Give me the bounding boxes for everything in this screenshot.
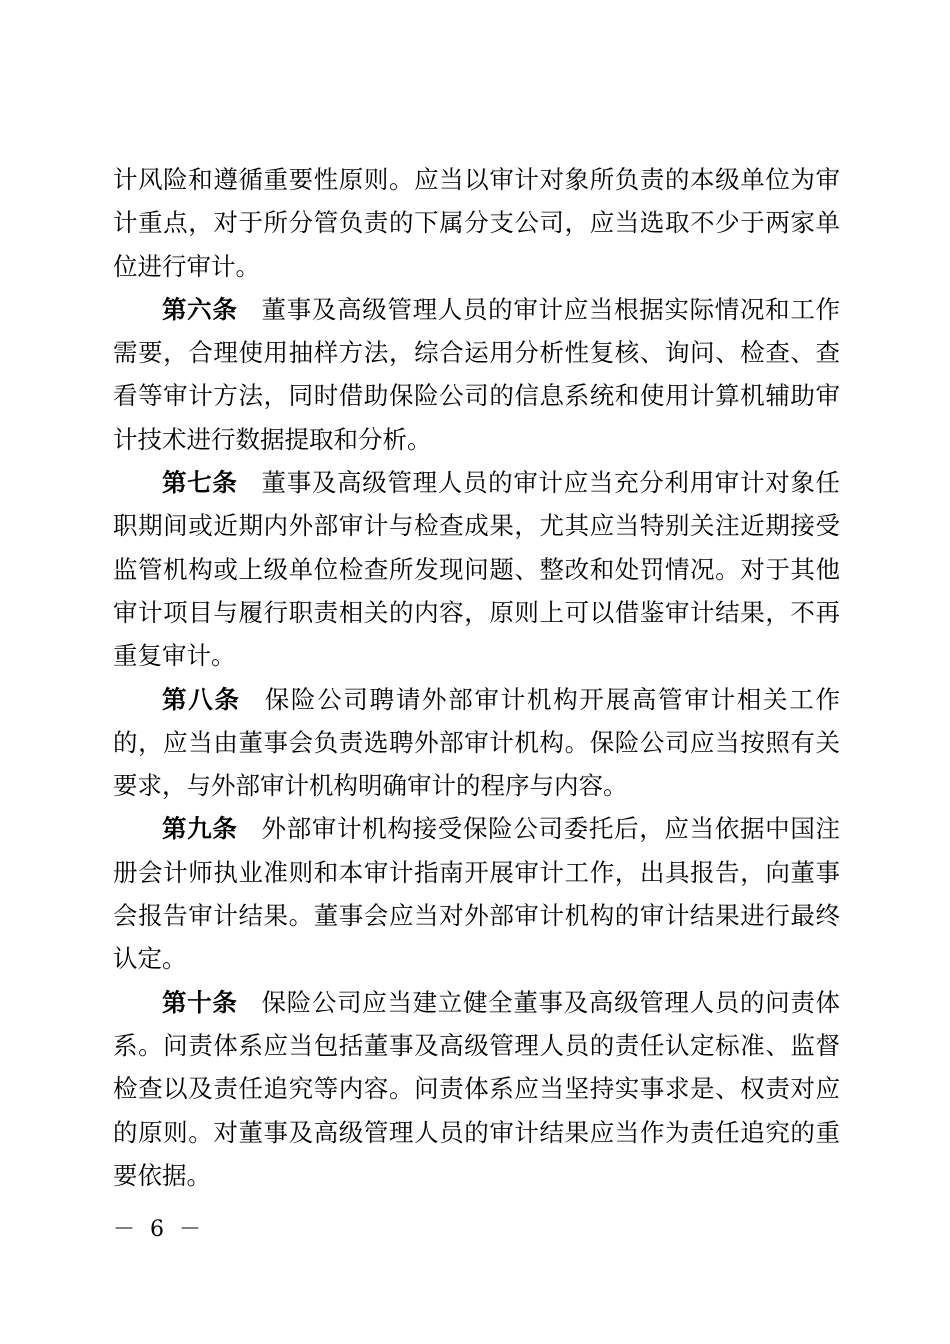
article-8-title: 第八条 bbox=[162, 684, 241, 714]
article-6 bbox=[113, 288, 840, 461]
article-7 bbox=[113, 461, 840, 677]
article-9-title: 第九条 bbox=[162, 814, 238, 844]
intro-paragraph: 计风险和遵循重要性原则。应当以审计对象所负责的本级单位为审计重点，对于所分管负责的下属分支公司，应当选取不少于两家单位进行审计。 bbox=[113, 165, 840, 281]
article-9-text: 外部审计机构接受保险公司委托后，应当依据中国注册会计师执业准则和本审计指南开展审计工作，出具报告，向董事会报告审计结果。董事会应当对外部审计机构的审计结果进行最终认定。 bbox=[113, 814, 841, 974]
document-body bbox=[113, 158, 840, 1197]
article-10 bbox=[113, 981, 840, 1197]
article-8 bbox=[113, 678, 840, 808]
article-9 bbox=[113, 807, 840, 980]
article-6-title: 第六条 bbox=[162, 294, 238, 324]
article-10-text: 保险公司应当建立健全董事及高级管理人员的问责体系。问责体系应当包括董事及高级管理人员的责任认定标准、监督检查以及责任追究等内容。问责体系应当坚持实事求是、权责对应的原则。对董事及高级管理人员的审计结果应当作为责任追究的重要依据。 bbox=[113, 987, 841, 1190]
page-number: － 6 － bbox=[113, 1217, 205, 1242]
article-8-text: 保险公司聘请外部审计机构开展高管审计相关工作的，应当由董事会负责选聘外部审计机构。保险公司应当按照有关要求，与外部审计机构明确审计的程序与内容。 bbox=[113, 684, 840, 801]
article-7-title: 第七条 bbox=[162, 468, 238, 498]
article-7-text: 董事及高级管理人员的审计应当充分利用审计对象任职期间或近期内外部审计与检查成果，尤其应当特别关注近期接受监管机构或上级单位检查所发现问题、整改和处罚情况。对于其他审计项目与履行职责相关的内容，原则上可以借鉴审计结果，不再重复审计。 bbox=[113, 468, 841, 671]
article-6-text: 董事及高级管理人员的审计应当根据实际情况和工作需要，合理使用抽样方法，综合运用分析性复核、询问、检查、查看等审计方法，同时借助保险公司的信息系统和使用计算机辅助审计技术进行数据提取和分析。 bbox=[113, 294, 841, 454]
article-10-title: 第十条 bbox=[162, 987, 238, 1017]
